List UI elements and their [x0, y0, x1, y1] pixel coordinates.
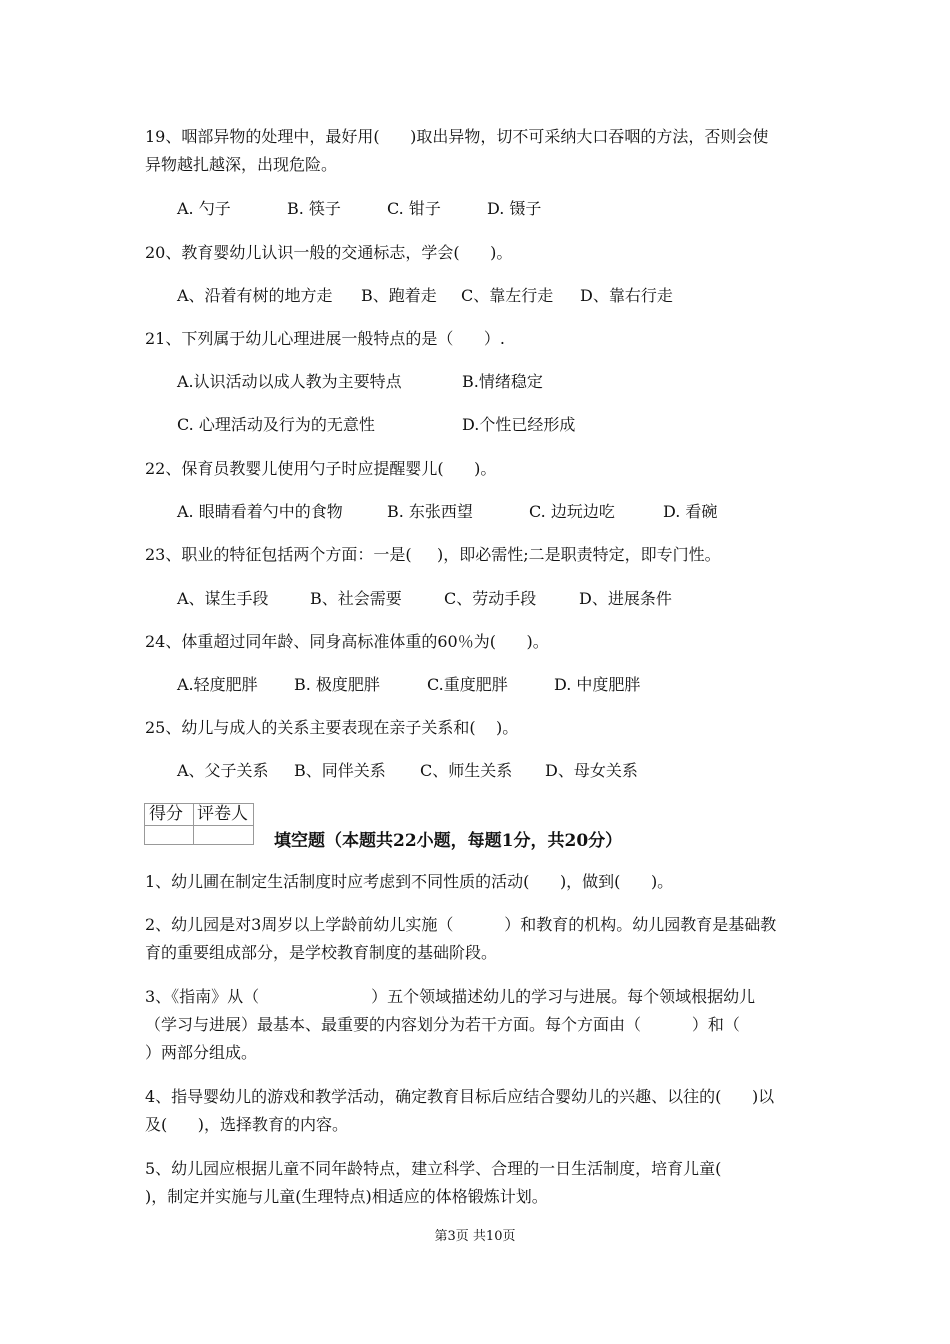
question-25-option-a: A、父子关系: [177, 761, 269, 780]
fill-blank-5-line-1: 5、幼儿园应根据儿童不同年龄特点，建立科学、合理的一日生活制度，培育儿童(: [145, 1159, 722, 1178]
question-20-option-c: C、靠左行走: [461, 286, 554, 305]
question-20-option-a: A、沿着有树的地方走: [177, 286, 333, 305]
question-22-option-a: A. 眼睛看着勺中的食物: [177, 502, 343, 521]
fill-blank-2-line-1: 2、幼儿园是对3周岁以上学龄前幼儿实施（ ）和教育的机构。幼儿园教育是基础教: [145, 915, 777, 934]
fill-blank-3-line-2: （学习与进展）最基本、最重要的内容划分为若干方面。每个方面由（ ）和（: [145, 1015, 740, 1034]
fill-blank-1-line-1: 1、幼儿圃在制定生活制度时应考虑到不同性质的活动( )，做到( )。: [145, 872, 674, 891]
question-22-option-c: C. 边玩边吃: [529, 502, 615, 521]
question-24-option-a: A.轻度肥胖: [177, 675, 258, 694]
grader-label: 评卷人: [197, 804, 248, 824]
fill-blank-4-line-1: 4、指导婴幼儿的游戏和教学活动，确定教育目标后应结合婴幼儿的兴趣、以往的( )以: [145, 1087, 775, 1106]
score-box-divider: [193, 804, 194, 844]
question-19-option-a: A. 勺子: [177, 199, 231, 218]
question-22-line-1: 22、保育员教婴儿使用勺子时应提醒婴儿( )。: [145, 459, 497, 478]
question-20-option-d: D、靠右行走: [580, 286, 673, 305]
question-25-line-1: 25、幼儿与成人的关系主要表现在亲子关系和( )。: [145, 718, 519, 737]
question-21-option-b: B.情绪稳定: [462, 372, 543, 391]
question-23-option-d: D、进展条件: [579, 589, 672, 608]
question-24-line-1: 24、体重超过同年龄、同身高标准体重的60％为( )。: [145, 632, 549, 651]
question-22-option-d: D. 看碗: [663, 502, 718, 521]
fill-blank-2-line-2: 育的重要组成部分，是学校教育制度的基础阶段。: [145, 943, 498, 962]
question-22-option-b: B. 东张西望: [387, 502, 473, 521]
question-19-option-b: B. 筷子: [287, 199, 341, 218]
question-19-option-c: C. 钳子: [387, 199, 441, 218]
section-title: 填空题（本题共22小题，每题1分，共20分）: [274, 831, 623, 851]
question-21-option-c: C. 心理活动及行为的无意性: [177, 415, 375, 434]
question-20-line-1: 20、教育婴幼儿认识一般的交通标志，学会( )。: [145, 243, 513, 262]
question-21-option-d: D.个性已经形成: [462, 415, 576, 434]
question-19-line-2: 异物越扎越深，出现危险。: [145, 155, 338, 174]
question-25-option-c: C、师生关系: [420, 761, 513, 780]
question-24-option-c: C.重度肥胖: [427, 675, 508, 694]
score-label: 得分: [149, 804, 183, 824]
question-24-option-d: D. 中度肥胖: [554, 675, 641, 694]
question-25-option-b: B、同伴关系: [294, 761, 386, 780]
question-24-option-b: B. 极度肥胖: [294, 675, 380, 694]
page-footer: 第3页 共10页: [434, 1229, 516, 1244]
question-25-option-d: D、母女关系: [545, 761, 638, 780]
fill-blank-5-line-2: )，制定并实施与儿童(生理特点)相适应的体格锻炼计划。: [145, 1187, 548, 1206]
fill-blank-3-line-3: ）两部分组成。: [145, 1043, 258, 1062]
question-20-option-b: B、跑着走: [361, 286, 437, 305]
question-23-option-c: C、劳动手段: [444, 589, 537, 608]
question-21-line-1: 21、下列属于幼儿心理进展一般特点的是（ ）.: [145, 329, 505, 348]
question-23-option-a: A、谋生手段: [177, 589, 269, 608]
score-box-row-divider: [145, 825, 253, 826]
score-box: [144, 803, 254, 845]
fill-blank-4-line-2: 及( )，选择教育的内容。: [145, 1115, 349, 1134]
fill-blank-3-line-1: 3、《指南》从（ ）五个领域描述幼儿的学习与进展。每个领域根据幼儿: [145, 987, 756, 1006]
question-23-line-1: 23、职业的特征包括两个方面：一是( )，即必需性;二是职责特定，即专门性。: [145, 545, 721, 564]
question-21-option-a: A.认识活动以成人教为主要特点: [177, 372, 402, 391]
question-19-line-1: 19、咽部异物的处理中，最好用( )取出异物，切不可采纳大口吞咽的方法，否则会使: [145, 127, 769, 146]
question-19-option-d: D. 镊子: [487, 199, 542, 218]
question-23-option-b: B、社会需要: [310, 589, 402, 608]
